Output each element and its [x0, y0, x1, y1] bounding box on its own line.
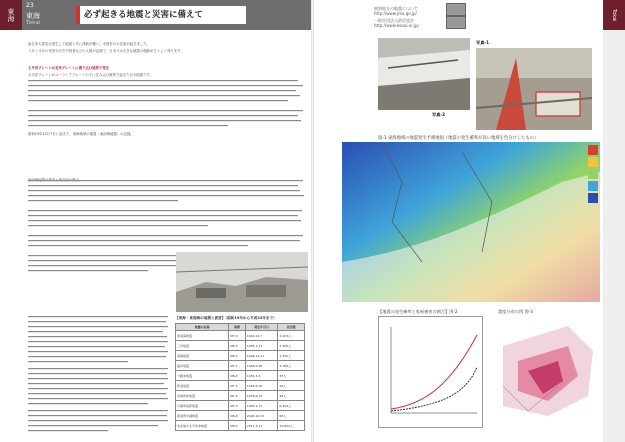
table-header-row — [176, 324, 305, 331]
cell: 1,223人 — [278, 331, 305, 341]
archive-photo — [176, 252, 308, 312]
photo-1 — [378, 38, 470, 110]
cell: 1952.3.4 — [245, 371, 278, 381]
emphasis: 太平洋プレートが北米プレートに潜り込む境界で発生 — [28, 66, 110, 70]
link-1-label: 東海地方の地震について — [374, 6, 418, 11]
photo-2-label: 写真-2 — [432, 112, 446, 117]
left-margin — [0, 0, 22, 442]
photo-1-graphic — [378, 38, 470, 110]
photo-1-label: 写真-1 — [476, 40, 490, 45]
table-row — [176, 421, 305, 431]
cell: 3,769人 — [278, 361, 305, 371]
cell: 2,306人 — [278, 341, 305, 351]
house-damage-chart — [378, 316, 483, 428]
para-1: 東日本大震災が発生して地震と共に津波が襲い、未曾有の大災害が起きました。 — [28, 42, 151, 46]
cell: 東南海地震 — [176, 331, 229, 341]
book-gutter — [311, 0, 314, 442]
cell: M7.9 — [229, 331, 246, 341]
cell: 33人 — [278, 371, 305, 381]
hazard-map — [342, 142, 600, 302]
cell: M7.1 — [229, 361, 246, 371]
para-3: 太平洋プレートがユーラシアプレートの下に沈み込む境界で起きた巨大地震です。 — [28, 73, 153, 78]
cell: 1948.6.28 — [245, 361, 278, 371]
map-graphic — [342, 142, 600, 302]
table-row — [176, 381, 305, 391]
cell: 兵庫県南部地震 — [176, 401, 229, 411]
cell: 2011.3.11 — [245, 421, 278, 431]
intro-text — [28, 42, 308, 56]
cell: 1978.6.12 — [245, 391, 278, 401]
table-row — [176, 371, 305, 381]
cell: 南海地震 — [176, 351, 229, 361]
cell: M8.0 — [229, 351, 246, 361]
col-header: 地震の名称 — [176, 324, 229, 331]
map-caption: 図-1 東海地域の地震発生予測地図（地震の発生確率が高い地域を色分けしたもの） — [378, 136, 539, 141]
link-2-url: http://www.bosai.or.jp/ — [374, 23, 419, 28]
cell: 1995.1.17 — [245, 401, 278, 411]
cell: M6.8 — [229, 341, 246, 351]
cell: 1,330人 — [278, 351, 305, 361]
cell: 26人 — [278, 381, 305, 391]
table-row — [176, 361, 305, 371]
intro-emphasis — [28, 66, 308, 80]
photo-2 — [476, 48, 592, 130]
cell: M7.3 — [229, 401, 246, 411]
para-4: 昭和19年12月7日に起きた、東海地域の地震（東南海地震）の記録。 — [28, 132, 134, 136]
cell: M8.2 — [229, 371, 246, 381]
cell: 28人 — [278, 391, 305, 401]
page-title: 必ず起きる地震と災害に備えて — [76, 6, 246, 24]
cell: 新潟地震 — [176, 381, 229, 391]
photo-graphic — [176, 252, 308, 312]
cell: M7.4 — [229, 391, 246, 401]
right-sidebar — [603, 30, 625, 442]
para-2: ３月と４月の死者や行方不明者などの人数が記録で、日本では大きな地震の傷跡が生々しく残ります。 — [28, 49, 184, 54]
thumbnail-2 — [446, 16, 466, 29]
link-2[interactable] — [374, 18, 419, 28]
cell: M9.0 — [229, 421, 246, 431]
cell: 十勝沖地震 — [176, 371, 229, 381]
right-tab: Tokai — [603, 0, 625, 30]
cell: 新潟県中越地震 — [176, 411, 229, 421]
page-number: 23 — [26, 2, 34, 9]
chart-caption: 【地震の発生確率と家屋被害の割合】図-2 — [378, 309, 458, 314]
cell: 6,434人 — [278, 401, 305, 411]
cell: 福井地震 — [176, 361, 229, 371]
cell: 15,854人 — [278, 421, 305, 431]
col-header: 発生年月日 — [245, 324, 278, 331]
zone-map — [498, 316, 598, 426]
chart-graphic — [379, 317, 482, 427]
col-header: 規模 — [229, 324, 246, 331]
cell: 2004.10.23 — [245, 411, 278, 421]
zone-map-graphic — [498, 316, 598, 426]
table-caption: 【東海・東南海の地震と被害】（昭和19年から平成23年まで） — [175, 316, 277, 320]
thumbnail-1 — [446, 3, 466, 16]
section-label: 東海 — [26, 12, 40, 20]
right-header — [314, 0, 625, 30]
cell: 1944.12.7 — [245, 331, 278, 341]
cell: 1946.12.21 — [245, 351, 278, 361]
table-row — [176, 401, 305, 411]
cell: M6.8 — [229, 411, 246, 421]
lower-text-lines — [28, 316, 170, 434]
cell: 1964.6.16 — [245, 381, 278, 391]
cell: 68人 — [278, 411, 305, 421]
col-header: 死者数 — [278, 324, 305, 331]
cell: 三河地震 — [176, 341, 229, 351]
table-row — [176, 331, 305, 341]
map-legend — [588, 145, 600, 225]
photo-2-graphic — [476, 48, 592, 130]
cell: 1945.1.13 — [245, 341, 278, 351]
cell: 東北地方太平洋沖地震 — [176, 421, 229, 431]
vertical-tab: 東海 — [0, 0, 22, 30]
earthquake-table — [175, 323, 305, 431]
table-row — [176, 341, 305, 351]
cell: 宮城県沖地震 — [176, 391, 229, 401]
table-row — [176, 351, 305, 361]
cell: M7.5 — [229, 381, 246, 391]
link-1[interactable] — [374, 6, 418, 16]
link-1-url: http://www.jma.go.jp/ — [374, 11, 417, 16]
zone-caption: 震度分布の図 図-3 — [498, 309, 533, 314]
table-row — [176, 411, 305, 421]
section-label-en: Tokai — [26, 20, 42, 26]
table-row — [176, 391, 305, 401]
link-2-label: 一般社団法人防災協会 — [374, 18, 414, 23]
